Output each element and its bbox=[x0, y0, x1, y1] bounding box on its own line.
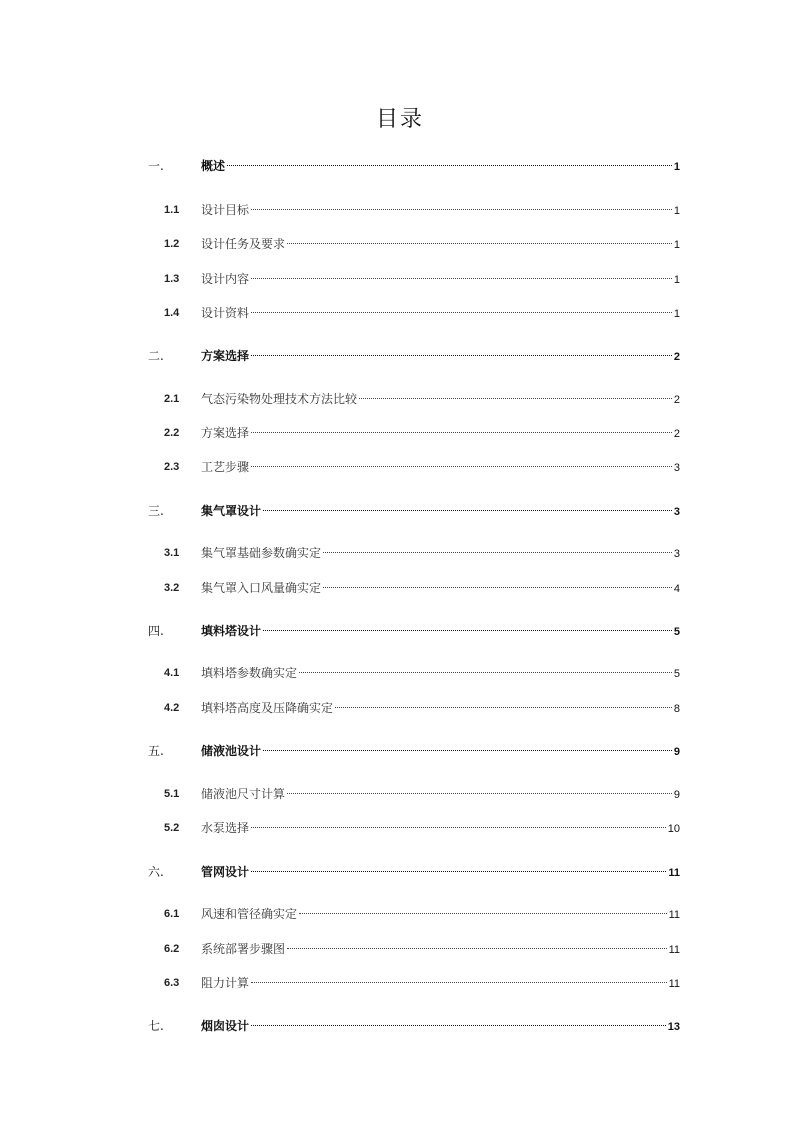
toc-entry[interactable] bbox=[0, 939, 800, 959]
toc-entry-page: 2 bbox=[673, 428, 680, 440]
toc-entry-page: 1 bbox=[673, 205, 680, 217]
toc-entry-page: 11 bbox=[668, 944, 680, 956]
toc-title: 目录 bbox=[375, 107, 424, 132]
toc-entry-label[interactable]: 方案选择 bbox=[201, 426, 250, 440]
toc-entry[interactable] bbox=[0, 156, 800, 176]
toc-entry-label[interactable]: 集气罩设计 bbox=[201, 504, 262, 518]
toc-entry-page: 5 bbox=[673, 626, 680, 638]
toc-entry-number: 三. bbox=[148, 504, 164, 518]
toc-entry-label[interactable]: 填料塔参数确实定 bbox=[201, 666, 298, 680]
toc-entry-page: 5 bbox=[673, 668, 680, 680]
toc-entry-page: 1 bbox=[673, 308, 680, 320]
toc-entry-page: 2 bbox=[673, 351, 680, 363]
toc-entry-number: 2.2 bbox=[164, 427, 180, 439]
toc-entry-number: 1.3 bbox=[164, 273, 180, 285]
toc-entry[interactable] bbox=[0, 741, 800, 761]
toc-entry-number: 3.2 bbox=[164, 582, 180, 594]
toc-entry-number: 6.3 bbox=[164, 977, 180, 989]
toc-entry-page: 10 bbox=[667, 823, 680, 835]
toc-entry-number: 4.2 bbox=[164, 702, 180, 714]
toc-entry[interactable] bbox=[0, 1016, 800, 1036]
toc-entry-number: 四. bbox=[148, 624, 164, 638]
toc-entry-page: 11 bbox=[668, 867, 680, 879]
dot-leader bbox=[287, 948, 667, 949]
toc-entry-label[interactable]: 气态污染物处理技术方法比较 bbox=[201, 392, 358, 406]
toc-entry-number: 3.1 bbox=[164, 547, 180, 559]
dot-leader bbox=[335, 707, 672, 708]
dot-leader bbox=[251, 209, 672, 210]
toc-entry-number: 1.4 bbox=[164, 307, 180, 319]
toc-entry[interactable] bbox=[0, 234, 800, 254]
dot-leader bbox=[251, 982, 667, 983]
toc-entry-page: 2 bbox=[673, 394, 680, 406]
dot-leader bbox=[251, 871, 666, 872]
toc-entry-label[interactable]: 储液池尺寸计算 bbox=[201, 787, 286, 801]
dot-leader bbox=[323, 587, 672, 588]
dot-leader bbox=[263, 630, 672, 631]
dot-leader bbox=[299, 913, 667, 914]
toc-entry-page: 1 bbox=[673, 239, 680, 251]
toc-entry-number: 一. bbox=[148, 159, 164, 173]
dot-leader bbox=[287, 243, 672, 244]
toc-entry-label[interactable]: 设计资料 bbox=[201, 306, 250, 320]
toc-entry-label[interactable]: 储液池设计 bbox=[201, 744, 262, 758]
toc-entry-number: 七. bbox=[148, 1019, 164, 1033]
dot-leader bbox=[359, 398, 672, 399]
toc-entry[interactable] bbox=[0, 457, 800, 477]
toc-entry-page: 3 bbox=[673, 506, 680, 518]
toc-entry-label[interactable]: 概述 bbox=[201, 159, 226, 173]
toc-entry-number: 2.3 bbox=[164, 461, 180, 473]
toc-entry-number: 六. bbox=[148, 865, 164, 879]
dot-leader bbox=[287, 793, 672, 794]
dot-leader bbox=[263, 510, 672, 511]
toc-entry-number: 5.1 bbox=[164, 788, 180, 800]
toc-entry-label[interactable]: 烟囱设计 bbox=[201, 1019, 250, 1033]
toc-entry-page: 8 bbox=[673, 703, 680, 715]
toc-entry[interactable] bbox=[0, 346, 800, 366]
toc-entry-label[interactable]: 集气罩基础参数确实定 bbox=[201, 546, 322, 560]
toc-entry-label[interactable]: 设计任务及要求 bbox=[201, 237, 286, 251]
toc-entry[interactable] bbox=[0, 269, 800, 289]
toc-entry-label[interactable]: 方案选择 bbox=[201, 349, 250, 363]
toc-entry-number: 二. bbox=[148, 349, 164, 363]
toc-entry-page: 3 bbox=[673, 548, 680, 560]
dot-leader bbox=[299, 672, 672, 673]
toc-entry[interactable] bbox=[0, 698, 800, 718]
dot-leader bbox=[251, 278, 672, 279]
toc-entry-label[interactable]: 工艺步骤 bbox=[201, 460, 250, 474]
dot-leader bbox=[251, 827, 666, 828]
toc-entry-number: 1.2 bbox=[164, 238, 180, 250]
toc-entry[interactable] bbox=[0, 621, 800, 641]
toc-entry[interactable] bbox=[0, 303, 800, 323]
toc-entry[interactable] bbox=[0, 389, 800, 409]
toc-entry-label[interactable]: 管网设计 bbox=[201, 865, 250, 879]
toc-entry-page: 1 bbox=[673, 161, 680, 173]
toc-entry[interactable] bbox=[0, 818, 800, 838]
dot-leader bbox=[251, 355, 672, 356]
toc-entry-page: 9 bbox=[673, 746, 680, 758]
toc-entry-label[interactable]: 水泵选择 bbox=[201, 821, 250, 835]
toc-entry-label[interactable]: 系统部署步骤图 bbox=[201, 942, 286, 956]
dot-leader bbox=[227, 165, 672, 166]
toc-entry-number: 5.2 bbox=[164, 822, 180, 834]
toc-entry-page: 1 bbox=[673, 274, 680, 286]
toc-entry-label[interactable]: 风速和管径确实定 bbox=[201, 907, 298, 921]
toc-entry[interactable] bbox=[0, 973, 800, 993]
dot-leader bbox=[263, 750, 672, 751]
toc-entry[interactable] bbox=[0, 784, 800, 804]
toc-entry-page: 9 bbox=[673, 789, 680, 801]
toc-entry[interactable] bbox=[0, 200, 800, 220]
toc-entry[interactable] bbox=[0, 578, 800, 598]
toc-entry[interactable] bbox=[0, 663, 800, 683]
toc-entry-label[interactable]: 设计内容 bbox=[201, 272, 250, 286]
toc-entry[interactable] bbox=[0, 904, 800, 924]
toc-entry-page: 13 bbox=[667, 1021, 680, 1033]
toc-entry-label[interactable]: 集气罩入口风量确实定 bbox=[201, 581, 322, 595]
toc-entry-label[interactable]: 填料塔设计 bbox=[201, 624, 262, 638]
dot-leader bbox=[251, 312, 672, 313]
toc-entry[interactable] bbox=[0, 423, 800, 443]
toc-entry-page: 4 bbox=[673, 583, 680, 595]
toc-entry-number: 五. bbox=[148, 744, 164, 758]
toc-entry-number: 1.1 bbox=[164, 204, 180, 216]
toc-entry[interactable] bbox=[0, 501, 800, 521]
dot-leader bbox=[251, 432, 672, 433]
toc-entry-number: 6.2 bbox=[164, 943, 180, 955]
toc-entry-number: 2.1 bbox=[164, 393, 180, 405]
dot-leader bbox=[251, 466, 672, 467]
toc-entry-number: 6.1 bbox=[164, 908, 180, 920]
toc-entry[interactable] bbox=[0, 543, 800, 563]
dot-leader bbox=[251, 1025, 666, 1026]
toc-entry-label[interactable]: 阻力计算 bbox=[201, 976, 250, 990]
toc-entry[interactable] bbox=[0, 862, 800, 882]
toc-entry-label[interactable]: 填料塔高度及压降确实定 bbox=[201, 701, 334, 715]
toc-entry-page: 11 bbox=[668, 978, 680, 990]
toc-entry-page: 11 bbox=[668, 909, 680, 921]
toc-entry-page: 3 bbox=[673, 462, 680, 474]
dot-leader bbox=[323, 552, 672, 553]
toc-entry-label[interactable]: 设计目标 bbox=[201, 203, 250, 217]
toc-entry-number: 4.1 bbox=[164, 667, 180, 679]
